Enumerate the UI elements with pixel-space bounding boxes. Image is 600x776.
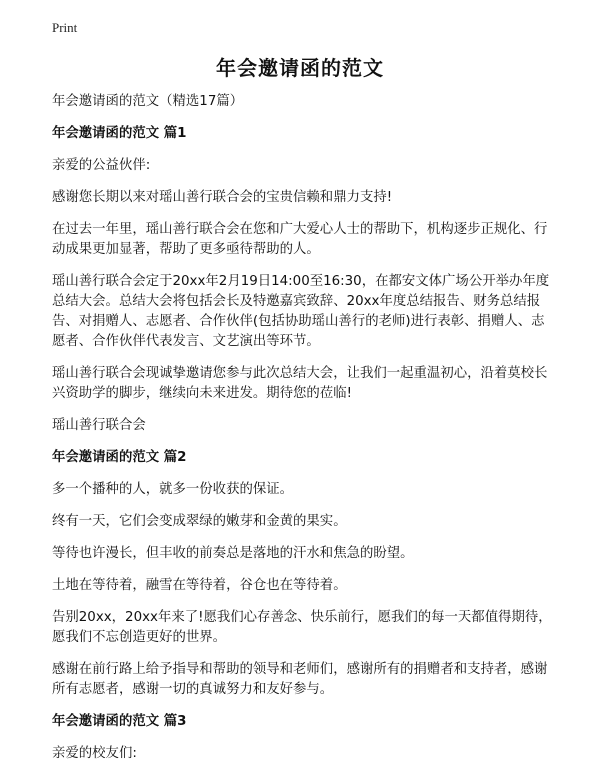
paragraph: 瑶山善行联合会定于20xx年2月19日14:00至16:30，在都安文体广场公开举办年度总结大会。总结大会将包括会长及特邀嘉宾致辞、20xx年度总结报告、财务总结报告、对捐赠人、志愿者、合作伙伴(包括协助瑶山善行的老师)进行表彰、捐赠人、志愿者、合作伙伴代表发言、文艺演出等环节。 (52, 274, 550, 349)
paragraph: 终有一天，它们会变成翠绿的嫩芽和金黄的果实。 (52, 514, 347, 529)
paragraph: 感谢您长期以来对瑶山善行联合会的宝贵信赖和鼎力支持! (52, 190, 393, 205)
paragraph: 瑶山善行联合会 (52, 418, 146, 433)
document-body (52, 92, 552, 776)
section-heading: 年会邀请函的范文 篇3 (52, 714, 187, 729)
paragraph: 土地在等待着，融雪在等待着，谷仓也在等待着。 (52, 578, 347, 593)
paragraph: 亲爱的公益伙伴: (52, 158, 151, 173)
section-heading: 年会邀请函的范文 篇2 (52, 450, 187, 465)
paragraph: 感谢在前行路上给予指导和帮助的领导和老师们，感谢所有的捐赠者和支持者，感谢所有志愿者，感谢一切的真诚努力和友好参与。 (52, 662, 548, 697)
paragraph: 在过去一年里，瑶山善行联合会在您和广大爱心人士的帮助下，机构逐步正规化、行动成果更加显著，帮助了更多亟待帮助的人。 (52, 222, 548, 257)
paragraph: 等待也许漫长，但丰收的前奏总是落地的汗水和焦急的盼望。 (52, 546, 414, 561)
paragraph: 亲爱的校友们: (52, 746, 137, 761)
paragraph: 告别20xx，20xx年来了!愿我们心存善念、快乐前行，愿我们的每一天都值得期待，愿我们不忘创造更好的世界。 (52, 610, 552, 645)
paragraph: 多一个播种的人，就多一份收获的保证。 (52, 482, 294, 497)
paragraph: 瑶山善行联合会现诚挚邀请您参与此次总结大会，让我们一起重温初心，沿着莫校长兴资助学的脚步，继续向未来进发。期待您的莅临! (52, 366, 548, 401)
section-heading: 年会邀请函的范文 篇1 (52, 126, 187, 141)
intro-line: 年会邀请函的范文（精选17篇） (52, 94, 244, 109)
print-label: Print (52, 20, 78, 35)
document-title: 年会邀请函的范文 (216, 56, 384, 80)
